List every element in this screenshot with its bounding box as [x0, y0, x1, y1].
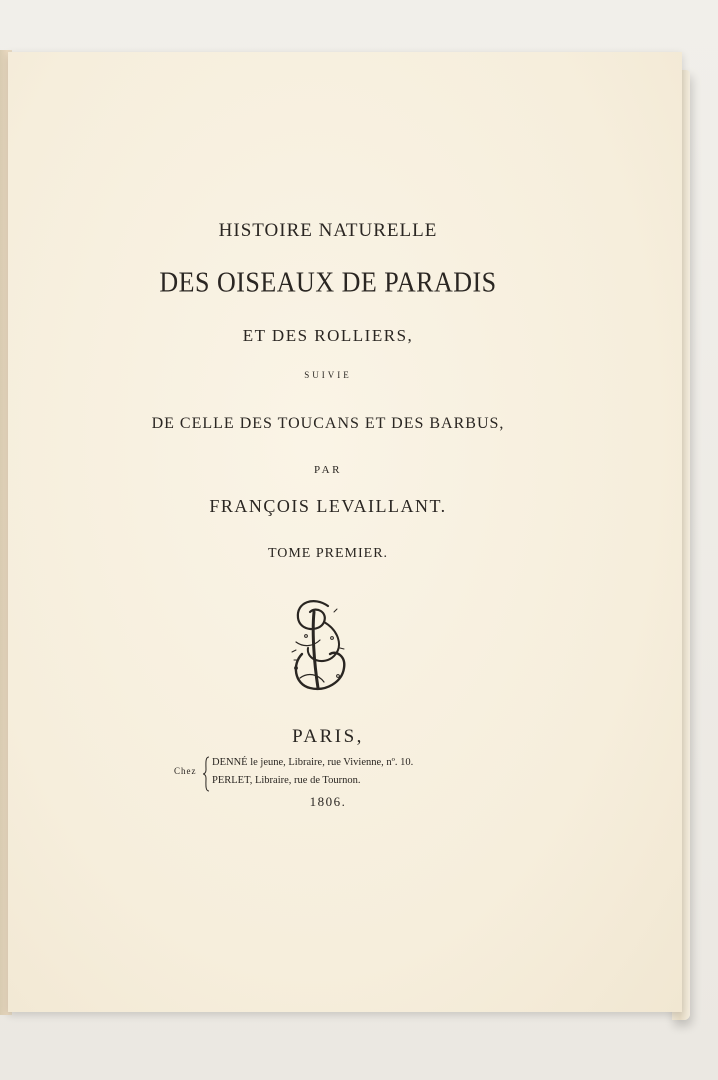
- publication-year: 1806.: [309, 794, 347, 809]
- brace-glyph: [202, 756, 210, 792]
- title-line-1: HISTOIRE NATURELLE: [218, 220, 438, 241]
- author-name: FRANÇOIS LEVAILLANT.: [209, 496, 447, 516]
- main-title: DES OISEAUX DE PARADIS: [159, 266, 497, 299]
- title-line-suivie: SUIVIE: [304, 370, 352, 380]
- subtitle: DE CELLE DES TOUCANS ET DES BARBUS,: [151, 415, 505, 432]
- publisher-line-2: PERLET, Libraire, rue de Tournon.: [212, 775, 361, 786]
- imprint-place: PARIS,: [292, 726, 364, 747]
- volume-label: TOME PREMIER.: [267, 546, 389, 561]
- by-line: PAR: [314, 464, 342, 476]
- title-line-3: ET DES ROLLIERS,: [242, 326, 414, 345]
- publisher-line-1: DENNÉ le jeune, Libraire, rue Vivienne, nº. 10.: [212, 757, 414, 768]
- chez-label: Chez: [174, 766, 197, 776]
- monogram-ornament: [284, 592, 354, 697]
- title-page: [8, 52, 682, 1012]
